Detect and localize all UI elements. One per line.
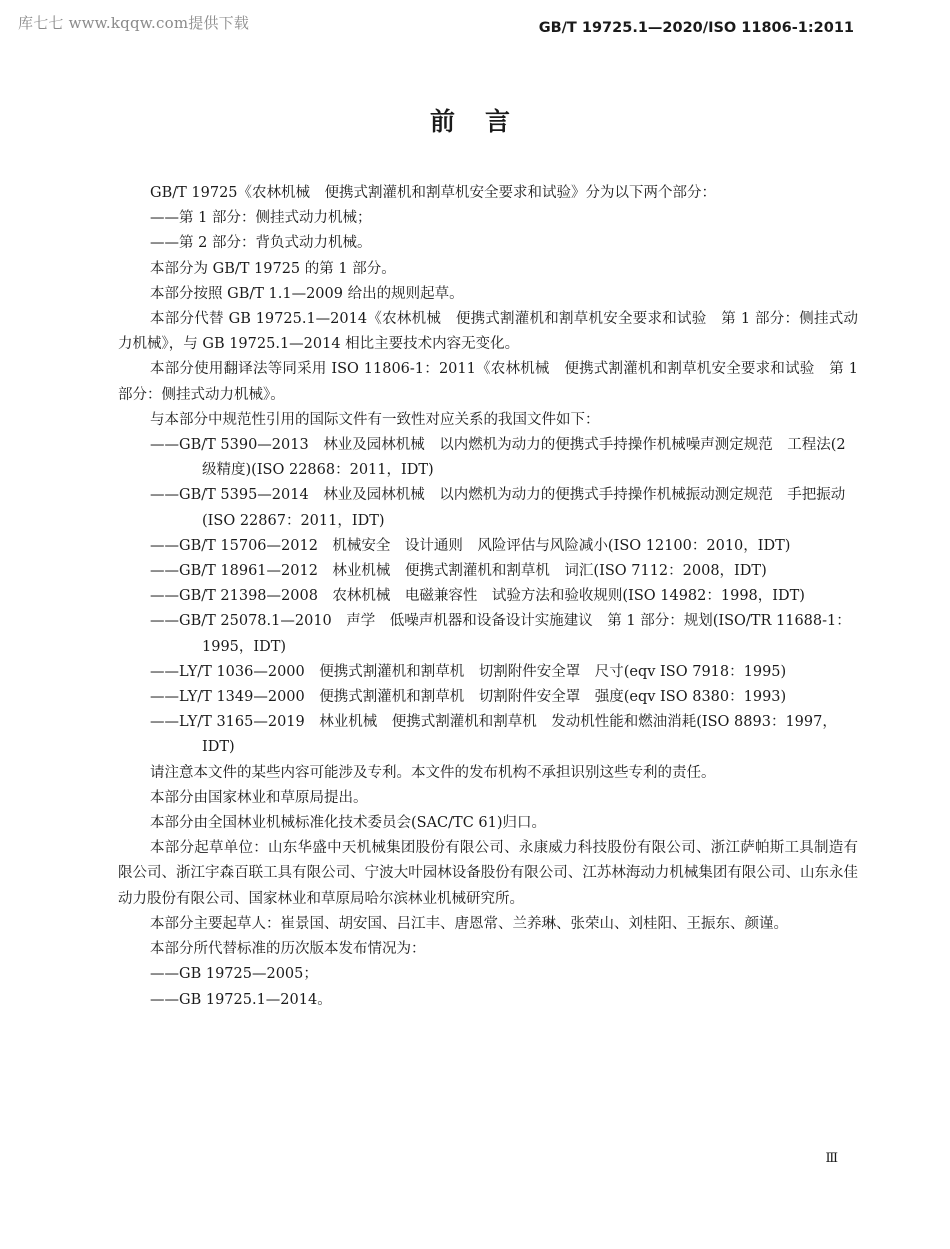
watermark-text: 库七七 www.kqqw.com提供下载 [18,14,250,32]
paragraph-committee: 本部分由全国林业机械标准化技术委员会(SAC/TC 61)归口。 [150,815,547,832]
paragraph-drafters: 本部分主要起草人：崔景国、胡安国、吕江丰、唐恩常、兰养琳、张荣山、刘桂阳、王振东、颜谨。 [150,915,788,932]
paragraph-replaces: 本部分代替 GB 19725.1—2014《农林机械 便携式割灌机和割草机安全要求和试验 第 1 部分：侧挂式动力机械》，与 GB 19725.1—2014 相比主要技术内容无变化。 [118,311,858,353]
page-title: 前言 [429,107,540,136]
history-item: ——GB 19725.1—2014。 [150,991,332,1008]
reference-item: ——LY/T 1349—2000 便携式割灌机和割草机 切割附件安全罩 强度(eqv ISO 8380：1993) [150,689,787,706]
history-item: ——GB 19725—2005； [150,966,318,983]
paragraph: 本部分按照 GB/T 1.1—2009 给出的规则起草。 [150,285,464,302]
reference-item: ——GB/T 21398—2008 农林机械 电磁兼容性 试验方法和验收规则(ISO 14982：1998，IDT) [150,588,805,605]
page-number: Ⅲ [825,1151,838,1166]
part-list-item: ——第 1 部分：侧挂式动力机械； [150,210,372,227]
reference-item: ——GB/T 18961—2012 林业机械 便携式割灌机和割草机 词汇(ISO 7112：2008，IDT) [150,563,767,580]
paragraph-drafting-units: 本部分起草单位：山东华盛中天机械集团股份有限公司、永康威力科技股份有限公司、浙江萨帕斯工具制造有限公司、浙江宇森百联工具有限公司、宁波大叶园林设备股份有限公司、江苏林海动力机械集团有限公司、山东永佳动力股份有限公司、国家林业和草原局哈尔滨林业机械研究所。 [118,840,858,907]
paragraph-history-intro: 本部分所代替标准的历次版本发布情况为： [150,941,426,958]
reference-item: ——GB/T 25078.1—2010 声学 低噪声机器和设备设计实施建议 第 1 部分：规划(ISO/TR 11688-1：1995，IDT) [150,613,851,655]
document-body [118,181,858,1013]
reference-item: ——LY/T 3165—2019 林业机械 便携式割灌机和割草机 发动机性能和燃油消耗(ISO 8893：1997，IDT) [150,714,837,756]
reference-item: ——GB/T 5390—2013 林业及园林机械 以内燃机为动力的便携式手持操作机械噪声测定规范 工程法(2 级精度)(ISO 22868：2011，IDT) [150,437,846,479]
part-list-item: ——第 2 部分：背负式动力机械。 [150,235,372,252]
paragraph: 本部分为 GB/T 19725 的第 1 部分。 [150,260,396,277]
paragraph-patent: 请注意本文件的某些内容可能涉及专利。本文件的发布机构不承担识别这些专利的责任。 [150,764,716,781]
standard-code-header: GB/T 19725.1—2020/ISO 11806-1:2011 [538,20,854,36]
paragraph-proposer: 本部分由国家林业和草原局提出。 [150,789,368,806]
paragraph-intro: GB/T 19725《农林机械 便携式割灌机和割草机安全要求和试验》分为以下两个部分： [150,185,717,201]
reference-item: ——GB/T 5395—2014 林业及园林机械 以内燃机为动力的便携式手持操作机械振动测定规范 手把振动(ISO 22867：2011，IDT) [150,487,846,529]
paragraph-adoption: 本部分使用翻译法等同采用 ISO 11806-1：2011《农林机械 便携式割灌机和割草机安全要求和试验 第 1 部分：侧挂式动力机械》。 [118,361,858,403]
paragraph-references-intro: 与本部分中规范性引用的国际文件有一致性对应关系的我国文件如下： [150,411,600,428]
reference-item: ——GB/T 15706—2012 机械安全 设计通则 风险评估与风险减小(ISO 12100：2010，IDT) [150,537,791,554]
reference-item: ——LY/T 1036—2000 便携式割灌机和割草机 切割附件安全罩 尺寸(eqv ISO 7918：1995) [150,663,787,680]
